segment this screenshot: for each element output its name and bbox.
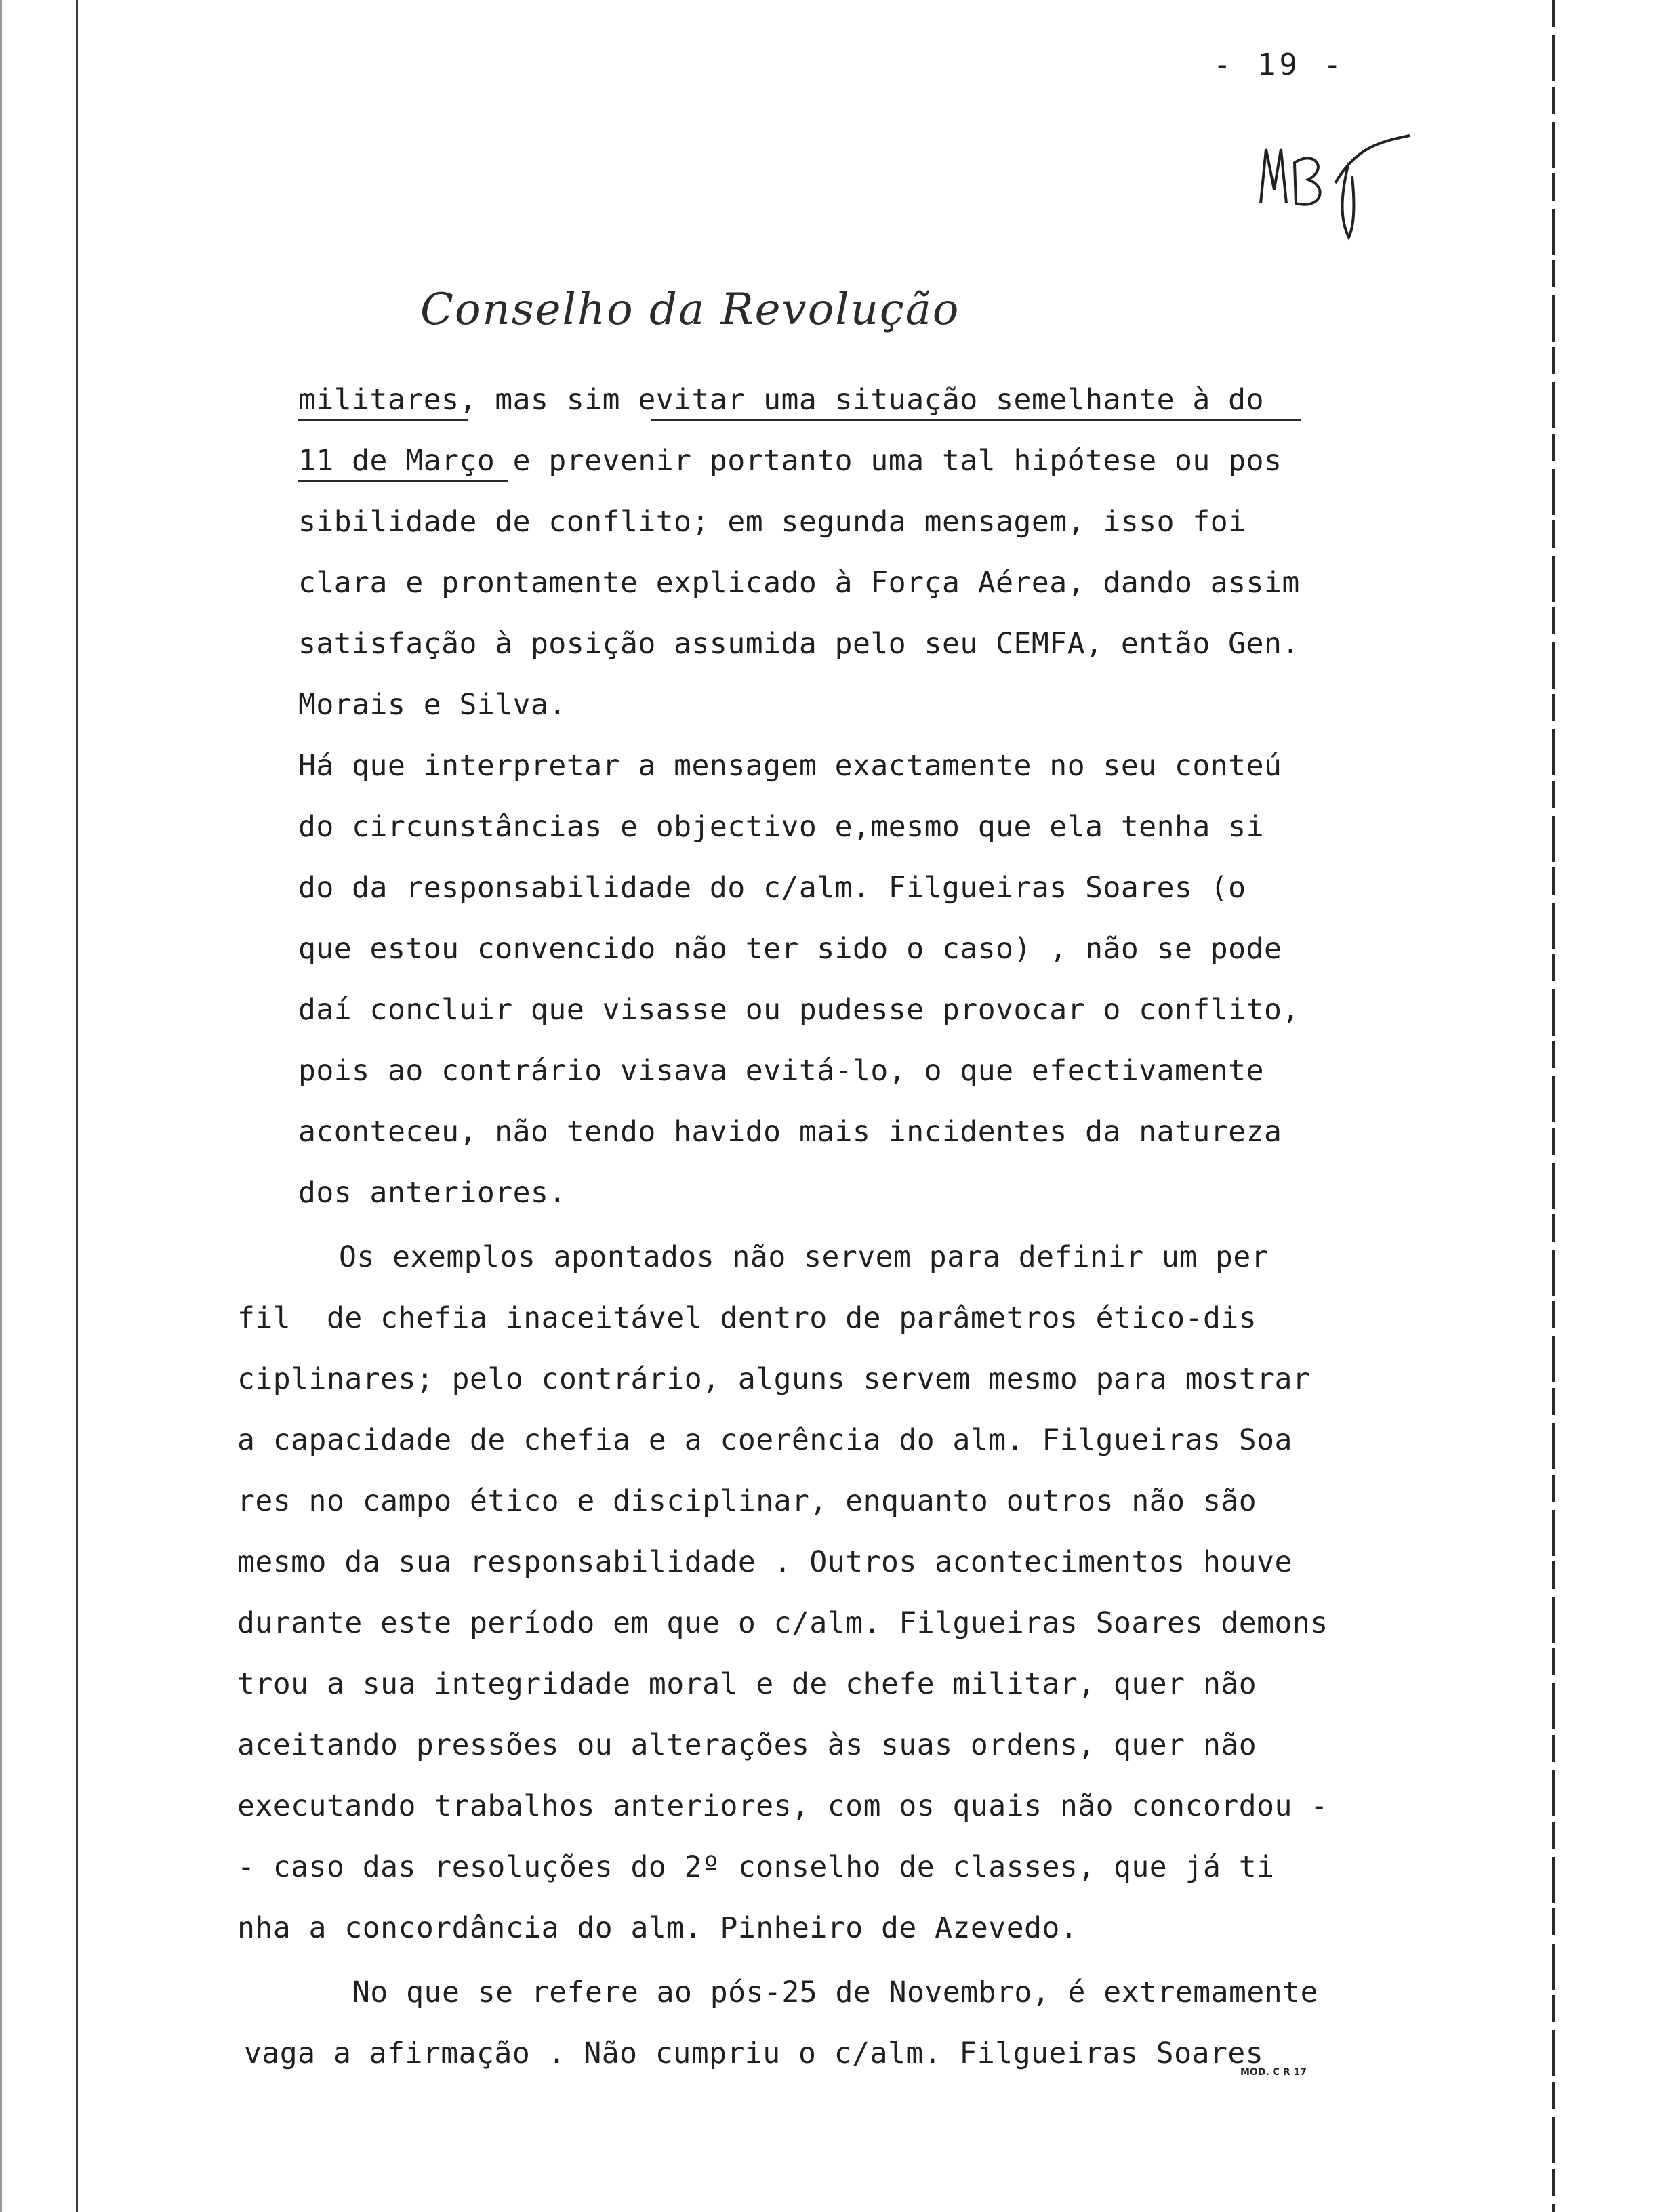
text-line: fil de chefia inaceitável dentro de parâmetros ético-dis <box>237 1301 1257 1335</box>
text-line: mesmo da sua responsabilidade . Outros acontecimentos houve <box>237 1545 1292 1579</box>
text-line: No que se refere ao pós-25 de Novembro, é extremamente <box>352 1975 1318 2009</box>
text-line: Há que interpretar a mensagem exactamente no seu conteú <box>298 749 1282 783</box>
text-line: satisfação à posição assumida pelo seu CEMFA, então Gen. <box>298 627 1300 661</box>
text-line: durante este período em que o c/alm. Filgueiras Soares demons <box>237 1606 1328 1640</box>
text-line: pois ao contrário visava evitá-lo, o que efectivamente <box>298 1054 1264 1088</box>
text-line: a capacidade de chefia e a coerência do alm. Filgueiras Soa <box>237 1423 1292 1457</box>
text-line: clara e prontamente explicado à Força Aérea, dando assim <box>298 566 1300 600</box>
page-number: - 19 - <box>1213 47 1345 82</box>
text-line: do da responsabilidade do c/alm. Filgueiras Soares (o <box>298 871 1246 905</box>
text-line: 11 de Março e prevenir portanto uma tal hipótese ou pos <box>298 444 1282 478</box>
text-line: dos anteriores. <box>298 1176 567 1210</box>
scan-edge-right <box>1552 0 1555 2212</box>
text-line: do circunstâncias e objectivo e,mesmo que ela tenha si <box>298 810 1264 844</box>
text-line: nha a concordância do alm. Pinheiro de Azevedo. <box>237 1911 1078 1945</box>
text-line: executando trabalhos anteriores, com os quais não concordou - <box>237 1789 1328 1823</box>
text-line: - caso das resoluções do 2º conselho de classes, que já ti <box>237 1850 1275 1884</box>
text-line: Morais e Silva. <box>298 688 567 722</box>
text-line: res no campo ético e disciplinar, enquanto outros não são <box>237 1484 1257 1518</box>
text-line: daí concluir que visasse ou pudesse provocar o conflito, <box>298 993 1300 1027</box>
scan-edge-left <box>0 0 2 2212</box>
text-line: ciplinares; pelo contrário, alguns servem mesmo para mostrar <box>237 1362 1311 1396</box>
text-line: vaga a afirmação . Não cumpriu o c/alm. Filgueiras Soares <box>244 2036 1264 2070</box>
text-line: aconteceu, não tendo havido mais incidentes da natureza <box>298 1115 1282 1149</box>
underline <box>298 419 468 421</box>
text-line: sibilidade de conflito; em segunda mensagem, isso foi <box>298 505 1246 539</box>
page-border-left <box>76 0 78 2212</box>
signature-initials <box>1254 122 1417 244</box>
form-code: MOD. C R 17 <box>1240 2067 1307 2078</box>
text-line: que estou convencido não ter sido o caso) , não se pode <box>298 932 1282 966</box>
letterhead-title: Conselho da Revolução <box>420 285 960 335</box>
text-line: trou a sua integridade moral e de chefe militar, quer não <box>237 1667 1257 1701</box>
text-line: Os exemplos apontados não servem para definir um per <box>339 1240 1269 1274</box>
underline <box>651 419 1301 421</box>
underline <box>298 480 508 482</box>
text-line: militares, mas sim evitar uma situação semelhante à do <box>298 383 1264 417</box>
text-line: aceitando pressões ou alterações às suas ordens, quer não <box>237 1728 1257 1762</box>
